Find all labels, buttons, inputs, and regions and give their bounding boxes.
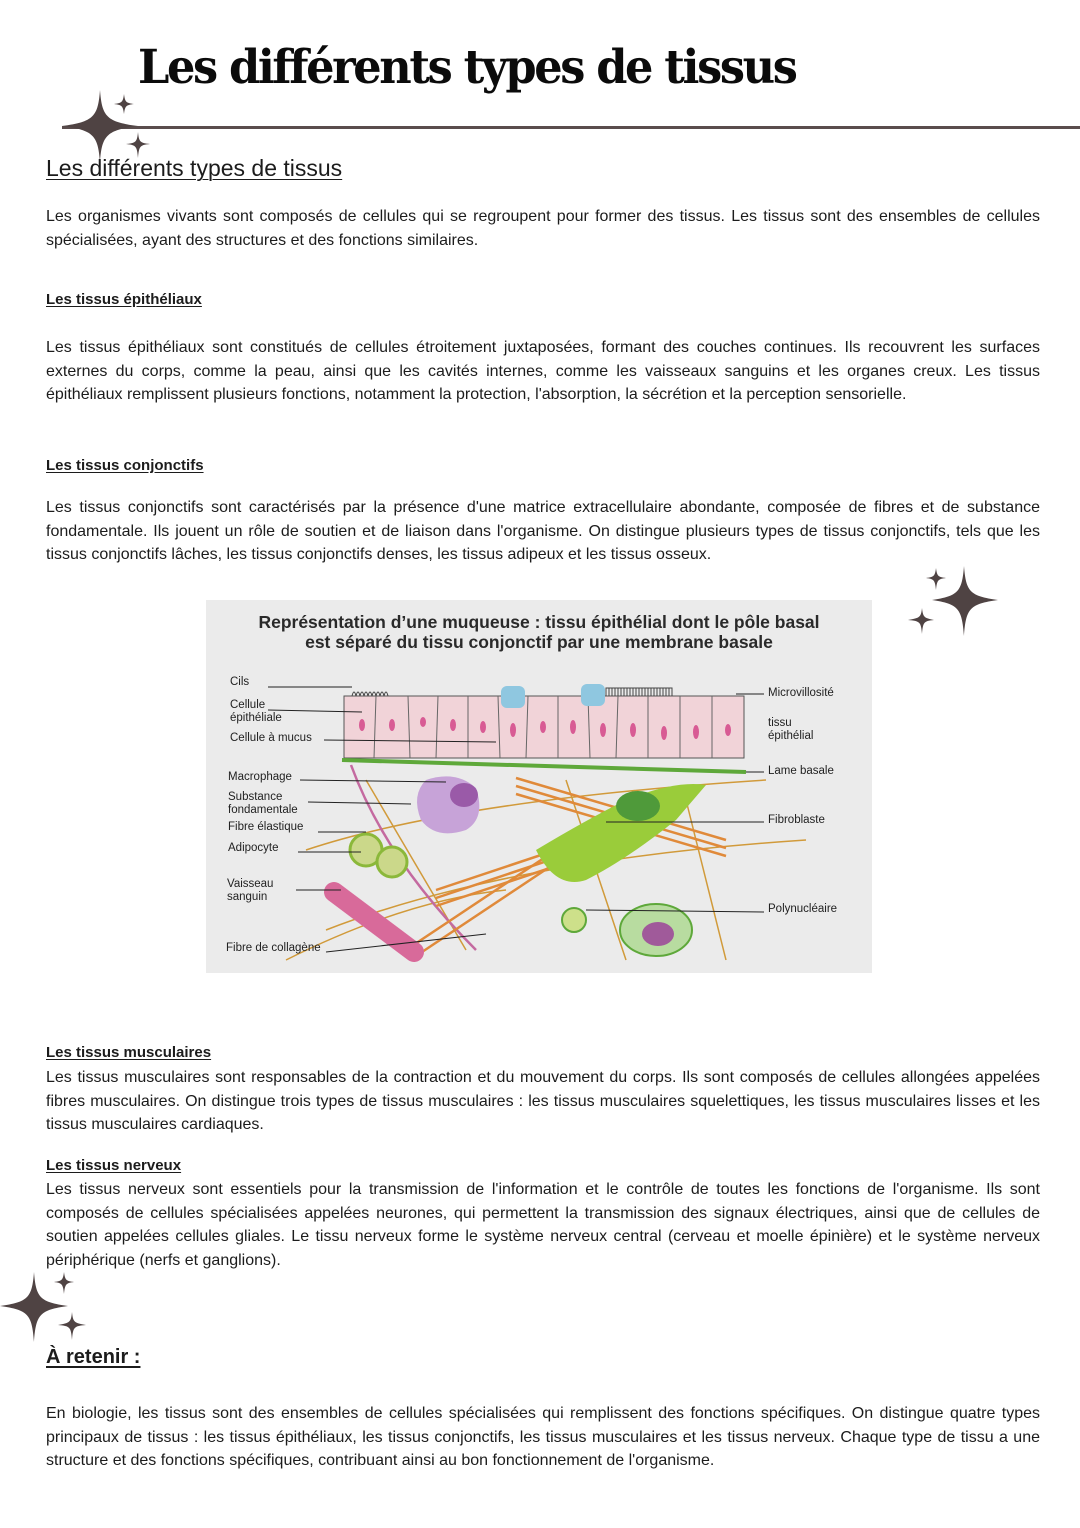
label-vaisseau-sanguin: Vaisseau sanguin [227,878,274,903]
label-tissu-epithelial: tissu épithélial [768,717,814,742]
sparkle-icon [900,562,1000,638]
paragraph-epithelial: Les tissus épithéliaux sont constitués de cellules étroitement juxtaposées, formant des couches continues. Ils recouvrent les surfaces externes du corps, comme la peau, ainsi que les cavités internes, comme les vaisseaux sanguins et les organes creux. Les tissus épithéliaux remplissent plusieurs fonctions, notamment la protection, l'absorption, la sécrétion et la perception sensorielle. [46,339,1040,404]
label-fibre-collagene: Fibre de collagène [226,942,321,954]
sparkle-icon [0,1268,100,1344]
summary-paragraph: En biologie, les tissus sont des ensembles de cellules spécialisées qui remplissent des fonctions spécifiques. On distingue quatre types principaux de tissus : les tissus épithéliaux, les tissus conjonctifs, les tissus musculaires et les tissus nerveux. Chaque type de tissu a une structure et des fonctions spécifiques, contribuant ainsi au bon fonctionnement de l'organisme. [46,1405,1040,1470]
diagram-title [206,612,872,652]
label-fibroblaste: Fibroblaste [768,814,825,826]
summary-heading: À retenir : [46,1346,141,1368]
heading-conjonctifs: Les tissus conjonctifs [46,457,204,474]
label-microvillosite: Microvillosité [768,687,834,699]
paragraph-conjonctifs: Les tissus conjonctifs sont caractérisés par la présence d'une matrice extracellulaire abondante, composée de fibres et de substance fondamentale. Ils jouent un rôle de soutien et de liaison dans l'organisme. On distingue plusieurs types de tissus conjonctifs, tels que les tissus conjonctifs lâches, les tissus conjonctifs denses, les tissus adipeux et les tissus osseux. [46,499,1040,564]
page-title: Les différents types de tissus [138,40,796,95]
label-cellule-mucus: Cellule à mucus [230,732,312,744]
label-adipocyte: Adipocyte [228,842,279,854]
heading-epithelial: Les tissus épithéliaux [46,291,202,308]
label-polynucleaire: Polynucléaire [768,903,838,915]
label-cils: Cils [230,676,250,688]
mucosa-diagram [206,600,872,973]
title-divider [62,126,1080,129]
diagram-title-line2: est séparé du tissu conjonctif par une membrane basale [305,632,773,652]
label-fibre-elastique: Fibre élastique [228,821,304,833]
heading-nerveux: Les tissus nerveux [46,1157,182,1174]
mucosa-illustration [206,600,872,973]
paragraph-nerveux: Les tissus nerveux sont essentiels pour la transmission de l'information et le contrôle de toutes les fonctions de l'organisme. Ils sont composés de cellules spécialisées appelées neurones, qui permettent la transmission des signaux électriques, ainsi que de cellules de soutien appelées cellules gliales. Le tissu nerveux forme le système nerveux central (cerveau et moelle épinière) et le système nerveux périphérique (nerfs et ganglions). [46,1181,1040,1269]
label-substance-fondamentale: Substance fondamentale [228,791,298,816]
heading-musculaires: Les tissus musculaires [46,1044,212,1061]
label-cellule-epitheliale: Cellule épithéliale [230,699,282,724]
sparkle-icon [58,86,158,166]
label-lame-basale: Lame basale [768,765,834,777]
intro-paragraph: Les organismes vivants sont composés de cellules qui se regroupent pour former des tissus. Les tissus sont des ensembles de cellules spécialisées, ayant des structures et des fonctions similaires. [46,208,1040,249]
paragraph-musculaires: Les tissus musculaires sont responsables de la contraction et du mouvement du corps. Ils sont composés de cellules allongées appelées fibres musculaires. On distingue trois types de tissus musculaires : les tissus musculaires squelettiques, les tissus musculaires lisses et les tissus musculaires cardiaques. [46,1069,1040,1134]
label-macrophage: Macrophage [228,771,292,783]
diagram-title-line1: Représentation d’une muqueuse : tissu épithélial dont le pôle basal [258,612,820,632]
section-title: Les différents types de tissus [46,155,343,181]
